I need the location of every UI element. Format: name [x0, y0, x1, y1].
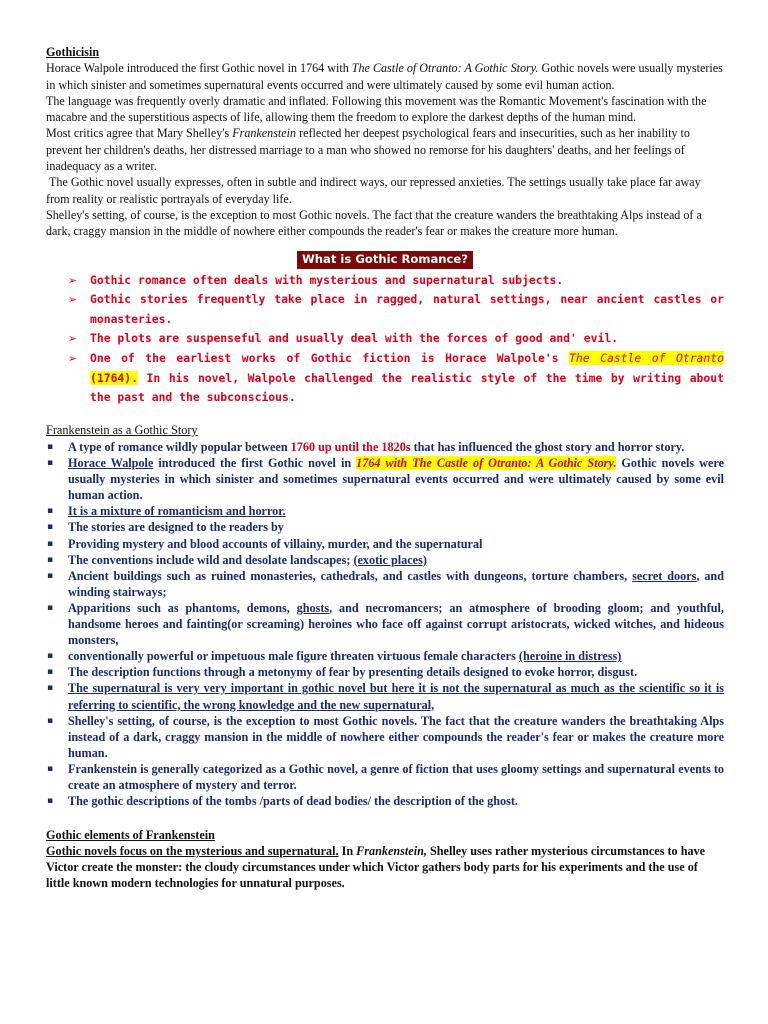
- square-bullet-icon: ▪: [47, 458, 54, 469]
- gothic-elements-book-title: Frankenstein,: [356, 844, 427, 859]
- intro-p3-title: Frankenstein: [232, 126, 297, 141]
- intro-heading: Gothicisin: [46, 45, 100, 59]
- list-item-text: Frankenstein is generally categorized as a Gothic novel, a genre of fiction that uses gloomy settings and supernatural events to create an atmosphere of mystery and terror.: [68, 761, 724, 792]
- list-item: [46, 713, 724, 761]
- list-item-underlined-text: Horace Walpole: [68, 456, 154, 471]
- gothic-elements-paragraph: [46, 843, 724, 891]
- list-item-text: The conventions include wild and desolate landscapes;: [68, 552, 354, 567]
- list-item-text: , and necromancers; an atmosphere of brooding gloom; and youthful, handsome heroes and fainting(or screaming) heroines who face off against corrupt aristocrats, wicked witches, and hideous monsters,: [68, 600, 724, 648]
- intro-p1-text-b: Gothic novels were usually mysteries in which sinister and sometimes supernatural events occurred and were ultimately caused by some evil human action.: [46, 61, 723, 92]
- list-item-underlined-text: ghosts: [296, 600, 330, 615]
- intro-paragraph-3: [46, 125, 724, 174]
- list-item-highlight-text: 1764 with The Castle of Otranto: A Gothic Story.: [356, 456, 617, 471]
- romance-item: [46, 349, 724, 408]
- list-item-text: The description functions through a metonymy of fear by presenting details designed to evoke horror, disgust.: [68, 665, 638, 680]
- list-item: [46, 536, 724, 552]
- romance-list: [46, 271, 724, 408]
- list-item: [46, 600, 724, 648]
- intro-p3-text-a: Most critics agree that Mary Shelley's: [46, 126, 233, 141]
- intro-p1-text-a: Horace Walpole introduced the first Gothic novel in 1764 with: [46, 61, 352, 76]
- romance-item-highlight-year: (1764).: [90, 370, 139, 385]
- square-bullet-icon: ▪: [47, 667, 54, 678]
- list-item: [46, 552, 724, 568]
- list-item-text: Providing mystery and blood accounts of villainy, murder, and the supernatural: [68, 536, 483, 551]
- square-bullet-icon: ▪: [47, 763, 54, 774]
- frankenstein-story-heading: Frankenstein as a Gothic Story: [46, 422, 198, 437]
- romance-item-text: The plots are suspenseful and usually deal with the forces of good and' evil.: [90, 331, 619, 346]
- square-bullet-icon: ▪: [47, 683, 54, 694]
- square-bullet-icon: ▪: [47, 715, 54, 726]
- romance-title: What is Gothic Romance?: [297, 251, 473, 269]
- romance-title-wrap: [46, 251, 724, 269]
- list-item-text: Gothic novels were usually mysteries in which sinister and sometimes supernatural events occurred and were ultimately caused by some evil human action.: [68, 456, 724, 503]
- list-item-text: The gothic descriptions of the tombs /parts of dead bodies/ the description of the ghost.: [68, 794, 518, 809]
- list-item-text: Apparitions such as phantoms, demons,: [68, 600, 297, 615]
- list-item: [46, 455, 724, 503]
- frankenstein-story-list: [46, 439, 724, 809]
- square-bullet-icon: ▪: [47, 570, 54, 581]
- square-bullet-icon: ▪: [47, 442, 54, 453]
- intro-section: [46, 44, 724, 240]
- square-bullet-icon: ▪: [47, 796, 54, 807]
- list-item: [46, 439, 724, 455]
- list-item: [46, 568, 724, 600]
- list-item-red-text: 1760 up until the 1820s: [290, 440, 411, 455]
- arrow-bullet-icon: ➢: [68, 332, 78, 346]
- list-item-text: , and winding stairways;: [68, 568, 724, 599]
- intro-p3-text-b: reflected her deepest psychological fears and insecurities, such as her inability to prevent her children's deaths, her distressed marriage to a man who showed no remorse for his daughters' deaths, and her feelings of inadequacy as a writer.: [46, 126, 690, 174]
- list-item-underlined-text: secret doors: [632, 568, 697, 583]
- document-page: [46, 44, 724, 892]
- square-bullet-icon: ▪: [47, 554, 54, 565]
- romance-item: [46, 271, 724, 291]
- square-bullet-icon: ▪: [47, 506, 54, 517]
- square-bullet-icon: ▪: [47, 651, 54, 662]
- list-item-underlined-text: It is a mixture of romanticism and horror.: [68, 504, 286, 519]
- list-item-text: Ancient buildings such as ruined monasteries, cathedrals, and castles with dungeons, torture chambers,: [68, 568, 633, 583]
- list-item-underlined-text: (exotic places): [353, 552, 427, 567]
- gothic-elements-section: [46, 827, 724, 891]
- arrow-bullet-icon: ➢: [68, 273, 78, 287]
- list-item: [46, 519, 724, 535]
- arrow-bullet-icon: ➢: [68, 351, 78, 365]
- romance-item-text: In his novel, Walpole challenged the realistic style of the time by writing about the past and the subconscious.: [90, 370, 724, 405]
- list-item: [46, 680, 724, 712]
- intro-paragraph-4: The Gothic novel usually expresses, often in subtle and indirect ways, our repressed anxieties. The settings usually take place far away from reality or realistic portrayals of everyday life.: [46, 175, 704, 206]
- list-item-text: Shelley's setting, of course, is the exception to most Gothic novels. The fact that the creature wanders the breathtaking Alps instead of a dark, craggy mansion in the middle of nowhere either compounds the reader's fear or makes the creature more human.: [68, 713, 724, 760]
- gothic-elements-heading: Gothic elements of Frankenstein: [46, 828, 215, 843]
- romance-item: [46, 329, 724, 349]
- list-item: [46, 664, 724, 680]
- intro-p1-title: The Castle of Otranto: A Gothic Story.: [351, 61, 539, 76]
- square-bullet-icon: ▪: [47, 602, 54, 613]
- list-item-text: A type of romance wildly popular between: [68, 440, 291, 455]
- gothic-elements-text: In: [338, 844, 357, 859]
- romance-item-text: Gothic romance often deals with mysterious and supernatural subjects.: [90, 272, 564, 287]
- romance-item-text: Gothic stories frequently take place in ragged, natural settings, near ancient castles or monasteries.: [90, 292, 724, 326]
- square-bullet-icon: ▪: [47, 522, 54, 533]
- list-item: [46, 503, 724, 519]
- list-item-text: The stories are designed to the readers by: [68, 520, 284, 535]
- square-bullet-icon: ▪: [47, 538, 54, 549]
- list-item: [46, 761, 724, 793]
- arrow-bullet-icon: ➢: [68, 293, 78, 307]
- gothic-elements-lead: Gothic novels focus on the mysterious and supernatural.: [46, 844, 339, 859]
- list-item: [46, 793, 724, 809]
- list-item-text: introduced the first Gothic novel in: [153, 456, 357, 471]
- romance-item: [46, 290, 724, 329]
- list-item: [46, 648, 724, 664]
- romance-item-highlight-title: The Castle of Otranto: [569, 350, 724, 365]
- list-item-underlined-text: The supernatural is very very important in gothic novel but here it is not the supernatural as much as the scientific so it is referring to scientific, the wrong knowledge and the new supernatural,: [68, 681, 724, 712]
- list-item-text: that has influenced the ghost story and horror story.: [410, 440, 685, 455]
- list-item-underlined-text: (heroine in distress): [518, 649, 622, 664]
- gothic-elements-text: Shelley uses rather mysterious circumstances to have Victor create the monster: the cloudy circumstances under which Victor gathers body parts for his experiments and the use of little known modern technologies for unnatural purposes.: [46, 844, 706, 891]
- romance-item-text: One of the earliest works of Gothic fiction is Horace Walpole's: [90, 350, 570, 365]
- intro-paragraph-5: Shelley's setting, of course, is the exception to most Gothic novels. The fact that the creature wanders the breathtaking Alps instead of a dark, craggy mansion in the middle of nowhere either compounds the reader's fear or makes the creature more human.: [46, 207, 702, 239]
- intro-paragraph-2: The language was frequently overly dramatic and inflated. Following this movement was the Romantic Movement's fascination with the macabre and the superstitious aspects of life, allowing them the freedom to explore the darkest depths of the human mind.: [46, 93, 707, 125]
- list-item-text: conventionally powerful or impetuous male figure threaten virtuous female characters: [68, 649, 519, 664]
- intro-paragraph-1: [46, 60, 724, 93]
